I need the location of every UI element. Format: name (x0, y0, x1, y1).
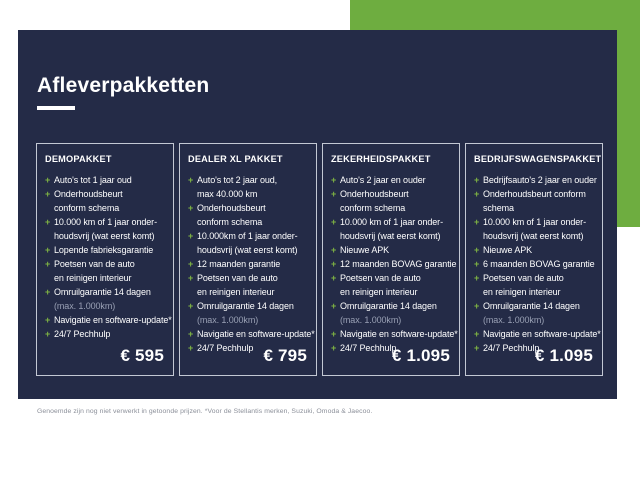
feature-item (188, 271, 309, 285)
feature-text: 12 maanden BOVAG garantie (340, 259, 457, 269)
feature-text: 10.000km of 1 jaar onder- (197, 231, 298, 241)
plus-bullet-icon: + (474, 329, 480, 339)
feature-item (45, 187, 166, 201)
feature-item (45, 327, 166, 341)
feature-text: Onderhoudsbeurt (197, 203, 266, 213)
feature-text: Bedrijfsauto's 2 jaar en ouder (483, 175, 597, 185)
feature-text: Omruilgarantie 14 dagen (54, 287, 151, 297)
plus-bullet-icon: + (474, 301, 480, 311)
feature-text: 10.000 km of 1 jaar onder- (340, 217, 443, 227)
feature-item-continued (45, 271, 166, 285)
feature-text: Onderhoudsbeurt conform (483, 189, 586, 199)
package-card (465, 143, 603, 376)
feature-item-continued (331, 201, 452, 215)
package-card (179, 143, 317, 376)
feature-item (331, 243, 452, 257)
plus-bullet-icon: + (45, 329, 51, 339)
plus-bullet-icon: + (331, 259, 337, 269)
feature-list (188, 173, 315, 355)
feature-text: (max. 1.000km) (483, 315, 545, 325)
feature-text: en reinigen interieur (197, 287, 275, 297)
feature-item (331, 215, 452, 229)
plus-bullet-icon: + (188, 203, 194, 213)
plus-bullet-icon: + (45, 217, 51, 227)
package-title: DEALER XL PAKKET (188, 154, 283, 164)
feature-text: max 40.000 km (197, 189, 258, 199)
package-title: DEMOPAKKET (45, 154, 112, 164)
feature-text: en reinigen interieur (340, 287, 418, 297)
feature-text: (max. 1.000km) (197, 315, 259, 325)
feature-text: Poetsen van de auto (197, 273, 278, 283)
feature-text: Nieuwe APK (340, 245, 390, 255)
feature-text: conform schema (340, 203, 406, 213)
feature-item (331, 173, 452, 187)
page-title: Afleverpakketten (37, 74, 210, 97)
feature-item (188, 201, 309, 215)
feature-item-continued (474, 229, 595, 243)
plus-bullet-icon: + (474, 343, 480, 353)
plus-bullet-icon: + (188, 259, 194, 269)
feature-item-continued (188, 243, 309, 257)
package-price: € 1.095 (534, 346, 593, 365)
plus-bullet-icon: + (45, 287, 51, 297)
package-price: € 1.095 (391, 346, 450, 365)
package-title: ZEKERHEIDSPAKKET (331, 154, 431, 164)
feature-text: Poetsen van de auto (483, 273, 564, 283)
feature-text: en reinigen interieur (483, 287, 561, 297)
plus-bullet-icon: + (331, 245, 337, 255)
feature-item (45, 243, 166, 257)
feature-text: houdsvrij (wat eerst komt) (483, 231, 584, 241)
feature-text: 24/7 Pechhulp (483, 343, 540, 353)
package-card (36, 143, 174, 376)
feature-text: Poetsen van de auto (340, 273, 421, 283)
feature-item (474, 243, 595, 257)
feature-text: (max. 1.000km) (340, 315, 402, 325)
feature-text: Navigatie en software-update* (483, 329, 601, 339)
title-underline (37, 106, 75, 110)
plus-bullet-icon: + (188, 301, 194, 311)
plus-bullet-icon: + (474, 245, 480, 255)
plus-bullet-icon: + (188, 175, 194, 185)
feature-item (331, 299, 452, 313)
plus-bullet-icon: + (331, 189, 337, 199)
feature-item (45, 257, 166, 271)
feature-item (188, 173, 309, 187)
package-price: € 595 (120, 346, 164, 365)
feature-item-continued (188, 313, 309, 327)
feature-text: Omruilgarantie 14 dagen (197, 301, 294, 311)
feature-item (45, 285, 166, 299)
feature-item (45, 173, 166, 187)
feature-text: 24/7 Pechhulp (54, 329, 111, 339)
package-price: € 795 (263, 346, 307, 365)
feature-text: 6 maanden BOVAG garantie (483, 259, 595, 269)
feature-text: conform schema (197, 217, 263, 227)
feature-item (474, 299, 595, 313)
feature-text: 12 maanden garantie (197, 259, 281, 269)
feature-item-continued (474, 313, 595, 327)
feature-text: (max. 1.000km) (54, 301, 116, 311)
feature-text: Navigatie en software-update* (54, 315, 172, 325)
plus-bullet-icon: + (45, 259, 51, 269)
plus-bullet-icon: + (331, 273, 337, 283)
feature-item-continued (474, 285, 595, 299)
feature-item (331, 187, 452, 201)
plus-bullet-icon: + (331, 343, 337, 353)
feature-item-continued (45, 201, 166, 215)
plus-bullet-icon: + (474, 189, 480, 199)
plus-bullet-icon: + (188, 329, 194, 339)
feature-text: Omruilgarantie 14 dagen (483, 301, 580, 311)
feature-text: 24/7 Pechhulp (197, 343, 254, 353)
feature-text: Auto's 2 jaar en ouder (340, 175, 426, 185)
package-card (322, 143, 460, 376)
plus-bullet-icon: + (188, 231, 194, 241)
feature-text: houdsvrij (wat eerst komt) (197, 245, 298, 255)
plus-bullet-icon: + (331, 329, 337, 339)
feature-item (188, 299, 309, 313)
footnote: Genoemde zijn nog niet verwerkt in getoonde prijzen. *Voor de Stellantis merken, Suzuki, Omoda & Jaecoo. (37, 408, 373, 415)
feature-item (474, 187, 595, 201)
plus-bullet-icon: + (474, 273, 480, 283)
feature-item (474, 271, 595, 285)
feature-item (474, 257, 595, 271)
feature-item (474, 327, 601, 341)
feature-text: Auto's tot 2 jaar oud, (197, 175, 278, 185)
feature-item-continued (45, 299, 166, 313)
feature-text: 10.000 km of 1 jaar onder- (483, 217, 586, 227)
plus-bullet-icon: + (188, 343, 194, 353)
feature-text: Navigatie en software-update* (197, 329, 315, 339)
feature-item-continued (331, 285, 452, 299)
feature-text: Auto's tot 1 jaar oud (54, 175, 132, 185)
feature-item-continued (474, 201, 595, 215)
plus-bullet-icon: + (45, 189, 51, 199)
packages-panel (18, 30, 617, 399)
feature-list (474, 173, 601, 355)
feature-text: Omruilgarantie 14 dagen (340, 301, 437, 311)
feature-item (331, 257, 457, 271)
plus-bullet-icon: + (474, 217, 480, 227)
feature-item-continued (331, 313, 452, 327)
plus-bullet-icon: + (331, 301, 337, 311)
feature-item (188, 327, 315, 341)
feature-text: houdsvrij (wat eerst komt) (340, 231, 441, 241)
plus-bullet-icon: + (474, 175, 480, 185)
plus-bullet-icon: + (331, 217, 337, 227)
feature-item-continued (188, 215, 309, 229)
feature-text: Navigatie en software-update* (340, 329, 458, 339)
feature-text: en reinigen interieur (54, 273, 132, 283)
package-cards-row (36, 143, 603, 376)
plus-bullet-icon: + (45, 245, 51, 255)
feature-list (331, 173, 458, 355)
plus-bullet-icon: + (45, 315, 51, 325)
feature-list (45, 173, 172, 341)
feature-item-continued (45, 229, 166, 243)
feature-item-continued (188, 187, 309, 201)
feature-item (188, 257, 309, 271)
feature-text: Lopende fabrieksgarantie (54, 245, 154, 255)
feature-item (45, 215, 166, 229)
feature-text: Poetsen van de auto (54, 259, 135, 269)
plus-bullet-icon: + (45, 175, 51, 185)
feature-item (188, 229, 309, 243)
plus-bullet-icon: + (474, 259, 480, 269)
feature-item (331, 271, 452, 285)
feature-text: 24/7 Pechhulp (340, 343, 397, 353)
package-title: BEDRIJFSWAGENSPAKKET (474, 154, 602, 164)
feature-text: Nieuwe APK (483, 245, 533, 255)
feature-item (474, 215, 595, 229)
feature-item (331, 327, 458, 341)
feature-text: 10.000 km of 1 jaar onder- (54, 217, 157, 227)
feature-text: Onderhoudsbeurt (54, 189, 123, 199)
feature-text: conform schema (54, 203, 120, 213)
feature-item (474, 173, 595, 187)
feature-text: houdsvrij (wat eerst komt) (54, 231, 155, 241)
feature-text: Onderhoudsbeurt (340, 189, 409, 199)
feature-item-continued (331, 229, 452, 243)
plus-bullet-icon: + (331, 175, 337, 185)
feature-item-continued (188, 285, 309, 299)
plus-bullet-icon: + (188, 273, 194, 283)
feature-text: schema (483, 203, 514, 213)
feature-item (45, 313, 172, 327)
